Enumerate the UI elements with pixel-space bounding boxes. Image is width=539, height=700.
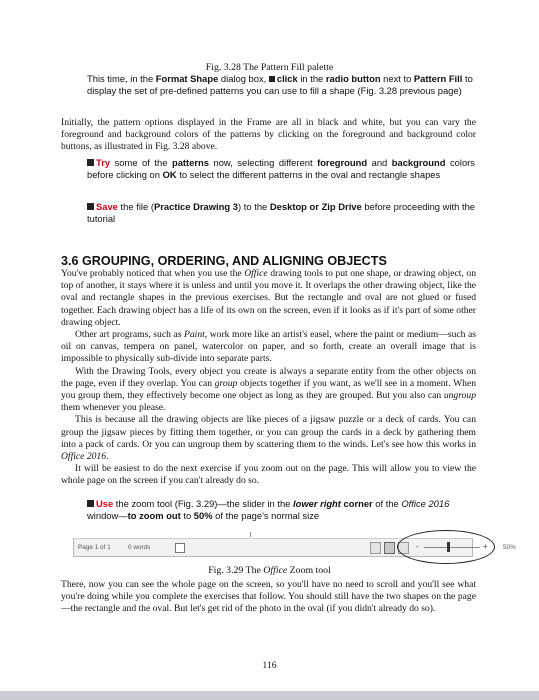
- text-run: It will be easiest to do the next exercise if you zoom out on the page. This will allow you to view the whole page on the screen if you can't already do so.: [61, 463, 476, 487]
- body-paragraph: [61, 579, 476, 616]
- text-run: them whenever you please.: [61, 402, 166, 414]
- page-number: 116: [262, 660, 277, 671]
- text-run: Other art programs, such as: [75, 329, 184, 341]
- text-run: Desktop or Zip Drive: [269, 201, 362, 212]
- body-paragraph: [61, 329, 476, 366]
- text-run: before proceeding with the tutorial: [87, 201, 476, 225]
- caption-text: Fig. 3.28 The Pattern Fill palette: [205, 62, 334, 73]
- text-run: lower right: [292, 498, 341, 509]
- text-cursor-mark: [250, 532, 251, 537]
- highlight-oval: [397, 530, 495, 564]
- text-run: Paint: [184, 329, 205, 341]
- proofing-icon[interactable]: [175, 543, 185, 553]
- step-save: [87, 201, 475, 226]
- text-run: Initially, the pattern options displayed in the Frame are all in black and white, but you can vary the foreground and background colors of the patterns by clicking on the foreground and background color buttons, as illustrated in Fig. 3.28 above.: [61, 117, 476, 153]
- text-run: This is because all the drawing objects are like pieces of a jigsaw puzzle or a deck of cards. You can group the jigsaw pieces by fitting them together, or you can group the cards in a deck by gathering them into a pack of cards. Or you can ungroup them by scattering them to the winds. Let's see how this works in: [61, 414, 476, 450]
- text-run: now, selecting different: [208, 157, 318, 168]
- bullet-icon: [269, 76, 275, 82]
- text-run: With the Drawing Tools, every object you create is always a separate entity from the other objects on the page, even if they overlap. You can: [61, 365, 476, 389]
- text-run: window—: [87, 510, 128, 522]
- text-run: to: [180, 510, 194, 522]
- step-action: Save: [96, 201, 118, 212]
- text-run: in the: [297, 73, 326, 84]
- text-run: 50%: [193, 510, 213, 522]
- text-run: background: [391, 157, 446, 168]
- step-use: [87, 498, 475, 523]
- body-paragraph: [61, 463, 476, 487]
- text-run: You've probably noticed that when you use the: [61, 268, 245, 279]
- text-run: to display the set of pre-defined patterns you can use to fill a shape (Fig. 3.28 previous page): [87, 73, 473, 97]
- word-count-status[interactable]: 0 words: [128, 544, 151, 551]
- body-paragraph: [61, 414, 476, 463]
- figure-caption: [0, 62, 539, 73]
- text-run: radio button: [325, 73, 381, 84]
- text-run: ) to the: [237, 201, 270, 212]
- text-run: ungroup: [443, 390, 476, 402]
- text-run: patterns: [171, 157, 209, 168]
- text-run: dialog box,: [218, 73, 269, 84]
- step-action: Use: [96, 498, 114, 509]
- text-run: Office: [244, 268, 268, 279]
- text-run: OK: [162, 169, 177, 181]
- text-run: to zoom out: [127, 510, 181, 522]
- read-mode-view-icon[interactable]: [370, 542, 381, 554]
- text-run: of the: [372, 498, 402, 509]
- text-run: Fig. 3.29 The: [208, 565, 264, 576]
- step-action: Try: [96, 157, 111, 168]
- text-run: There, now you can see the whole page on the screen, so you'll have no need to scroll and you'll see what you're doing while you complete the exercises that follow. You should still have the two shapes on the page—the rectangle and the oval. But let's get rid of the photo in the oval (if you didn't already do so).: [61, 579, 476, 615]
- text-run: and: [367, 157, 392, 168]
- text-run: click: [276, 73, 298, 84]
- zoom-in-button[interactable]: +: [483, 542, 488, 551]
- body-paragraph: [61, 117, 476, 154]
- text-run: .: [106, 451, 109, 463]
- figure-caption: [0, 565, 539, 576]
- text-run: colors before clicking on: [87, 157, 475, 181]
- text-run: Practice Drawing 3: [154, 201, 238, 212]
- text-run: foreground: [317, 157, 368, 168]
- text-run: to select the different patterns in the oval and rectangle shapes: [176, 169, 441, 181]
- text-run: This time, in the: [87, 73, 156, 84]
- text-run: corner: [343, 498, 373, 509]
- section-heading: 3.6 GROUPING, ORDERING, AND ALIGNING OBJECTS: [61, 254, 387, 268]
- text-run: Office 2016: [61, 451, 107, 463]
- text-run: drawing tools to put one shape, or drawing object, on top of another, it stays where it is unless and until you move it. It overlaps the other drawing object, like the oval and rectangle shapes in the previous exercises. But the rectangle and oval are not glued or fused together. Each drawing object has a life of its own on the screen, even if it looks as if it's part of some other drawing object.: [61, 268, 476, 328]
- print-layout-view-icon[interactable]: [384, 542, 395, 554]
- body-paragraph: [61, 268, 476, 329]
- text-run: Format Shape: [155, 73, 219, 84]
- bullet-icon: [87, 159, 94, 166]
- text-run: of the page's normal size: [212, 510, 320, 522]
- page-count-status[interactable]: Page 1 of 1: [78, 544, 111, 551]
- text-run: some of the: [110, 157, 172, 168]
- instruction-paragraph: [87, 73, 475, 98]
- text-run: the zoom tool (Fig. 3.29)—the slider in the: [113, 498, 293, 509]
- step-try: [87, 157, 475, 182]
- text-run: Office 2016: [401, 498, 450, 509]
- zoom-out-button[interactable]: -: [416, 542, 419, 551]
- text-run: Zoom tool: [287, 565, 331, 576]
- text-run: , work more like an artist's easel, where the paint or medium—such as oil on canvas, tempera on panel, watercolor on paper, and so forth, create an overall image that is impossible to physically sub-divide into separate parts.: [61, 329, 476, 365]
- text-run: group: [214, 377, 238, 389]
- text-run: Office: [263, 565, 288, 576]
- text-run: objects together if you want, as we'll see in a moment. When you group them, they effectively become one object as long as they are grouped. But you also can: [61, 377, 476, 402]
- zoom-level-button[interactable]: 50%: [503, 544, 516, 551]
- viewer-footer-band: [0, 691, 539, 700]
- text-run: Pattern Fill: [413, 73, 463, 84]
- text-run: next to: [380, 73, 414, 84]
- body-text: [61, 268, 476, 488]
- bullet-icon: [87, 500, 94, 507]
- body-paragraph: [61, 366, 476, 415]
- text-run: the file (: [117, 201, 154, 212]
- bullet-icon: [87, 203, 94, 210]
